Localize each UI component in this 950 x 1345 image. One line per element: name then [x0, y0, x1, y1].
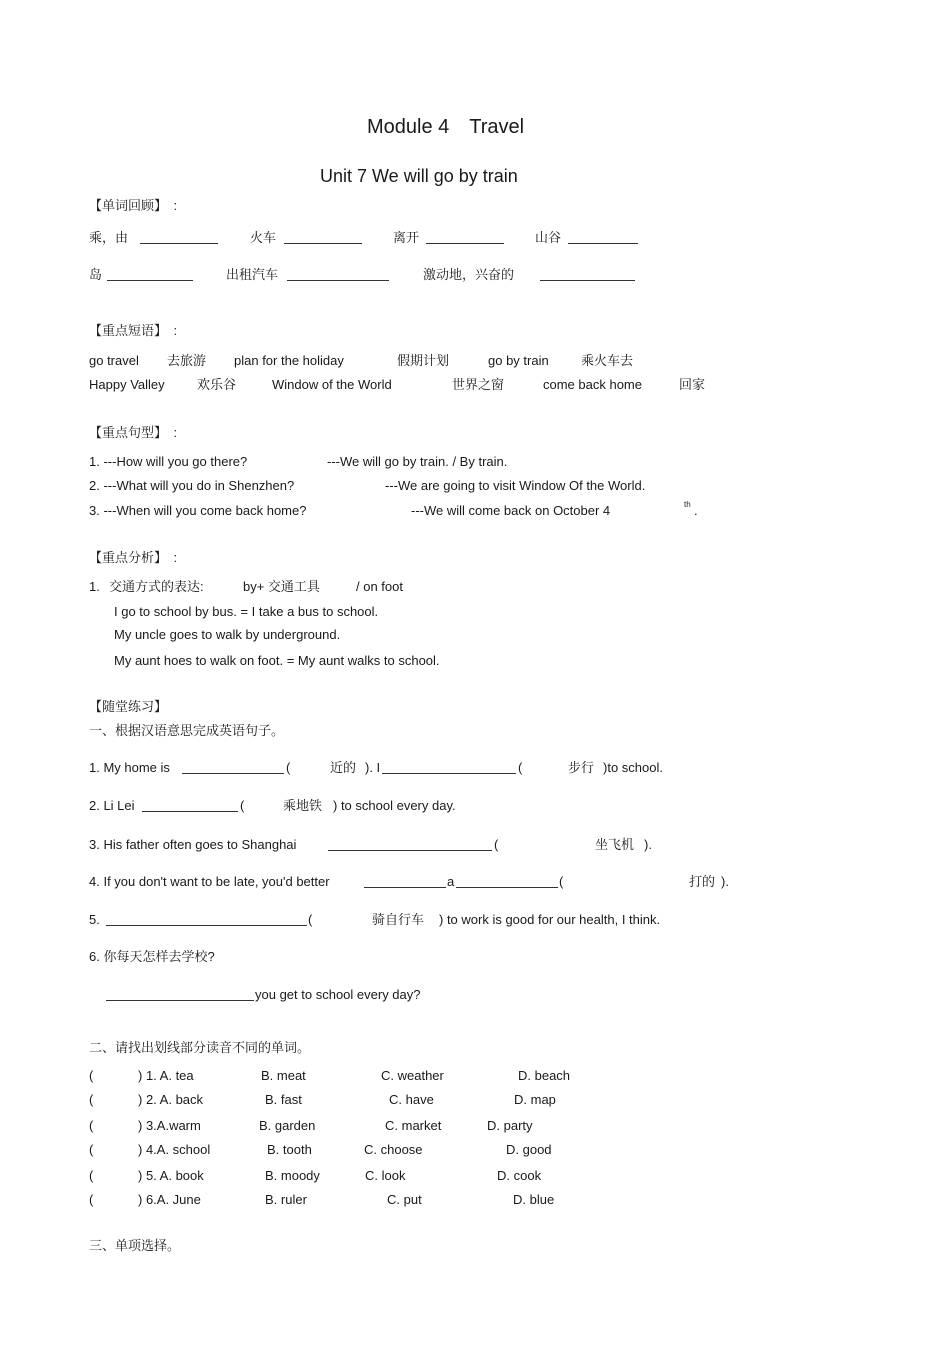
phrase-en: plan for the holiday: [234, 353, 344, 368]
choice-a: ) 3.A.warm: [138, 1118, 201, 1133]
answer-blank[interactable]: [106, 989, 254, 1001]
exercise-text: 2. Li Lei: [89, 798, 135, 813]
exercise-text: ) to work is good for our health, I think.: [439, 912, 661, 927]
vocab-blank[interactable]: [540, 269, 635, 281]
exercise-hint: 坐飞机: [595, 837, 635, 852]
vocab-blank[interactable]: [426, 232, 504, 244]
analysis-heading: 【重点分析】 :: [89, 550, 178, 565]
answer-blank[interactable]: [328, 839, 492, 851]
choice-b: B. ruler: [265, 1192, 307, 1207]
exercise-text: (: [494, 837, 499, 852]
answer-blank[interactable]: [456, 876, 558, 888]
exercise-text: 5.: [89, 912, 100, 927]
ordinal-suffix: th: [684, 500, 691, 509]
exercise-text: (: [286, 760, 291, 775]
page-subtitle: Unit 7 We will go by train: [320, 166, 518, 186]
phrase-zh: 乘火车去: [581, 353, 634, 368]
sentence-question: 1. ---How will you go there?: [89, 454, 248, 469]
part2-title: 二、请找出划线部分读音不同的单词。: [89, 1040, 311, 1055]
answer-blank[interactable]: [364, 876, 446, 888]
vocab-word: 乘，由: [89, 230, 129, 245]
phrase-zh: 去旅游: [167, 353, 207, 368]
vocab-blank[interactable]: [568, 232, 638, 244]
sentence-end: .: [694, 503, 698, 518]
exercise-text: you get to school every day?: [255, 987, 421, 1002]
choice-c: C. weather: [381, 1068, 444, 1083]
exercise-text: ).: [644, 837, 652, 852]
exercise-text: 1. My home is: [89, 760, 170, 775]
exercise-text: 3. His father often goes to Shanghai: [89, 837, 297, 852]
choice-d: D. beach: [518, 1068, 571, 1083]
choice-d: D. good: [506, 1142, 552, 1157]
exercise-text: (: [240, 798, 245, 813]
choice-d: D. map: [514, 1092, 556, 1107]
sentence-answer: ---We will go by train. / By train.: [327, 454, 508, 469]
part1-title: 一、根据汉语意思完成英语句子。: [89, 723, 285, 738]
choice-a: ) 4.A. school: [138, 1142, 211, 1157]
choice-d: D. cook: [497, 1168, 542, 1183]
phrase-zh: 回家: [679, 377, 706, 392]
phrase-en: go by train: [488, 353, 549, 368]
sentences-heading: 【重点句型】 :: [89, 425, 178, 440]
vocab-blank[interactable]: [284, 232, 362, 244]
answer-paren[interactable]: (: [89, 1192, 94, 1207]
choice-c: C. choose: [364, 1142, 423, 1157]
answer-paren[interactable]: (: [89, 1142, 94, 1157]
vocab-heading: 【单词回顾】 :: [89, 198, 178, 213]
vocab-blank[interactable]: [287, 269, 389, 281]
exercise-text: ) to school every day.: [333, 798, 456, 813]
part3-title: 三、单项选择。: [89, 1238, 181, 1253]
analysis-example: My uncle goes to walk by underground.: [114, 627, 341, 642]
analysis-num: 1.: [89, 579, 100, 594]
exercise-text: (: [559, 874, 564, 889]
answer-paren[interactable]: (: [89, 1068, 94, 1083]
analysis-pattern: by+ 交通工具: [243, 579, 320, 594]
vocab-word: 离开: [393, 230, 420, 245]
choice-b: B. garden: [259, 1118, 316, 1133]
analysis-label: 交通方式的表达:: [109, 579, 204, 594]
choice-c: C. have: [389, 1092, 434, 1107]
choice-c: C. put: [387, 1192, 422, 1207]
page-title: Module 4 Travel: [367, 116, 525, 138]
answer-paren[interactable]: (: [89, 1168, 94, 1183]
exercise-hint: 打的: [689, 874, 716, 889]
exercise-text: 4. If you don't want to be late, you'd better: [89, 874, 330, 889]
answer-blank[interactable]: [182, 762, 284, 774]
vocab-word: 山谷: [535, 230, 562, 245]
choice-b: B. meat: [261, 1068, 306, 1083]
vocab-blank[interactable]: [140, 232, 218, 244]
phrase-en: come back home: [543, 377, 642, 392]
answer-blank[interactable]: [106, 914, 307, 926]
exercise-text: (: [308, 912, 313, 927]
sentence-answer: ---We are going to visit Window Of the World.: [385, 478, 646, 493]
exercise-text: )to school.: [603, 760, 663, 775]
exercise-hint: 步行: [568, 760, 595, 775]
vocab-word: 火车: [250, 230, 277, 245]
practice-heading: 【随堂练习】: [89, 699, 168, 714]
choice-b: B. fast: [265, 1092, 302, 1107]
sentence-answer: ---We will come back on October 4: [411, 503, 611, 518]
vocab-word: 出租汽车: [226, 267, 279, 282]
exercise-hint: 骑自行车: [372, 912, 425, 927]
choice-c: C. market: [385, 1118, 442, 1133]
choice-a: ) 2. A. back: [138, 1092, 204, 1107]
exercise-text: ). I: [365, 760, 381, 775]
phrase-en: Happy Valley: [89, 377, 165, 392]
sentence-question: 2. ---What will you do in Shenzhen?: [89, 478, 295, 493]
choice-a: ) 1. A. tea: [138, 1068, 194, 1083]
choice-c: C. look: [365, 1168, 406, 1183]
vocab-blank[interactable]: [107, 269, 193, 281]
analysis-example: I go to school by bus. = I take a bus to school.: [114, 604, 379, 619]
phrases-heading: 【重点短语】 :: [89, 323, 178, 338]
exercise-text: 6. 你每天怎样去学校?: [89, 949, 215, 964]
choice-b: B. moody: [265, 1168, 320, 1183]
answer-paren[interactable]: (: [89, 1092, 94, 1107]
exercise-hint: 乘地铁: [283, 798, 323, 813]
exercise-text: ).: [721, 874, 729, 889]
analysis-example: My aunt hoes to walk on foot. = My aunt walks to school.: [114, 653, 440, 668]
answer-blank[interactable]: [142, 800, 238, 812]
choice-b: B. tooth: [267, 1142, 312, 1157]
vocab-word: 激动地，兴奋的: [423, 267, 515, 282]
answer-paren[interactable]: (: [89, 1118, 94, 1133]
vocab-word: 岛: [89, 267, 103, 282]
phrase-zh: 假期计划: [397, 353, 450, 368]
exercise-hint: 近的: [330, 760, 357, 775]
phrase-zh: 世界之窗: [452, 377, 505, 392]
exercise-text: a: [447, 874, 455, 889]
choice-a: ) 6.A. June: [138, 1192, 201, 1207]
analysis-pattern-alt: / on foot: [356, 579, 403, 594]
phrase-en: go travel: [89, 353, 139, 368]
choice-a: ) 5. A. book: [138, 1168, 204, 1183]
exercise-text: (: [518, 760, 523, 775]
choice-d: D. blue: [513, 1192, 555, 1207]
phrase-zh: 欢乐谷: [197, 377, 237, 392]
answer-blank[interactable]: [382, 762, 516, 774]
phrase-en: Window of the World: [272, 377, 392, 392]
choice-d: D. party: [487, 1118, 533, 1133]
sentence-question: 3. ---When will you come back home?: [89, 503, 307, 518]
